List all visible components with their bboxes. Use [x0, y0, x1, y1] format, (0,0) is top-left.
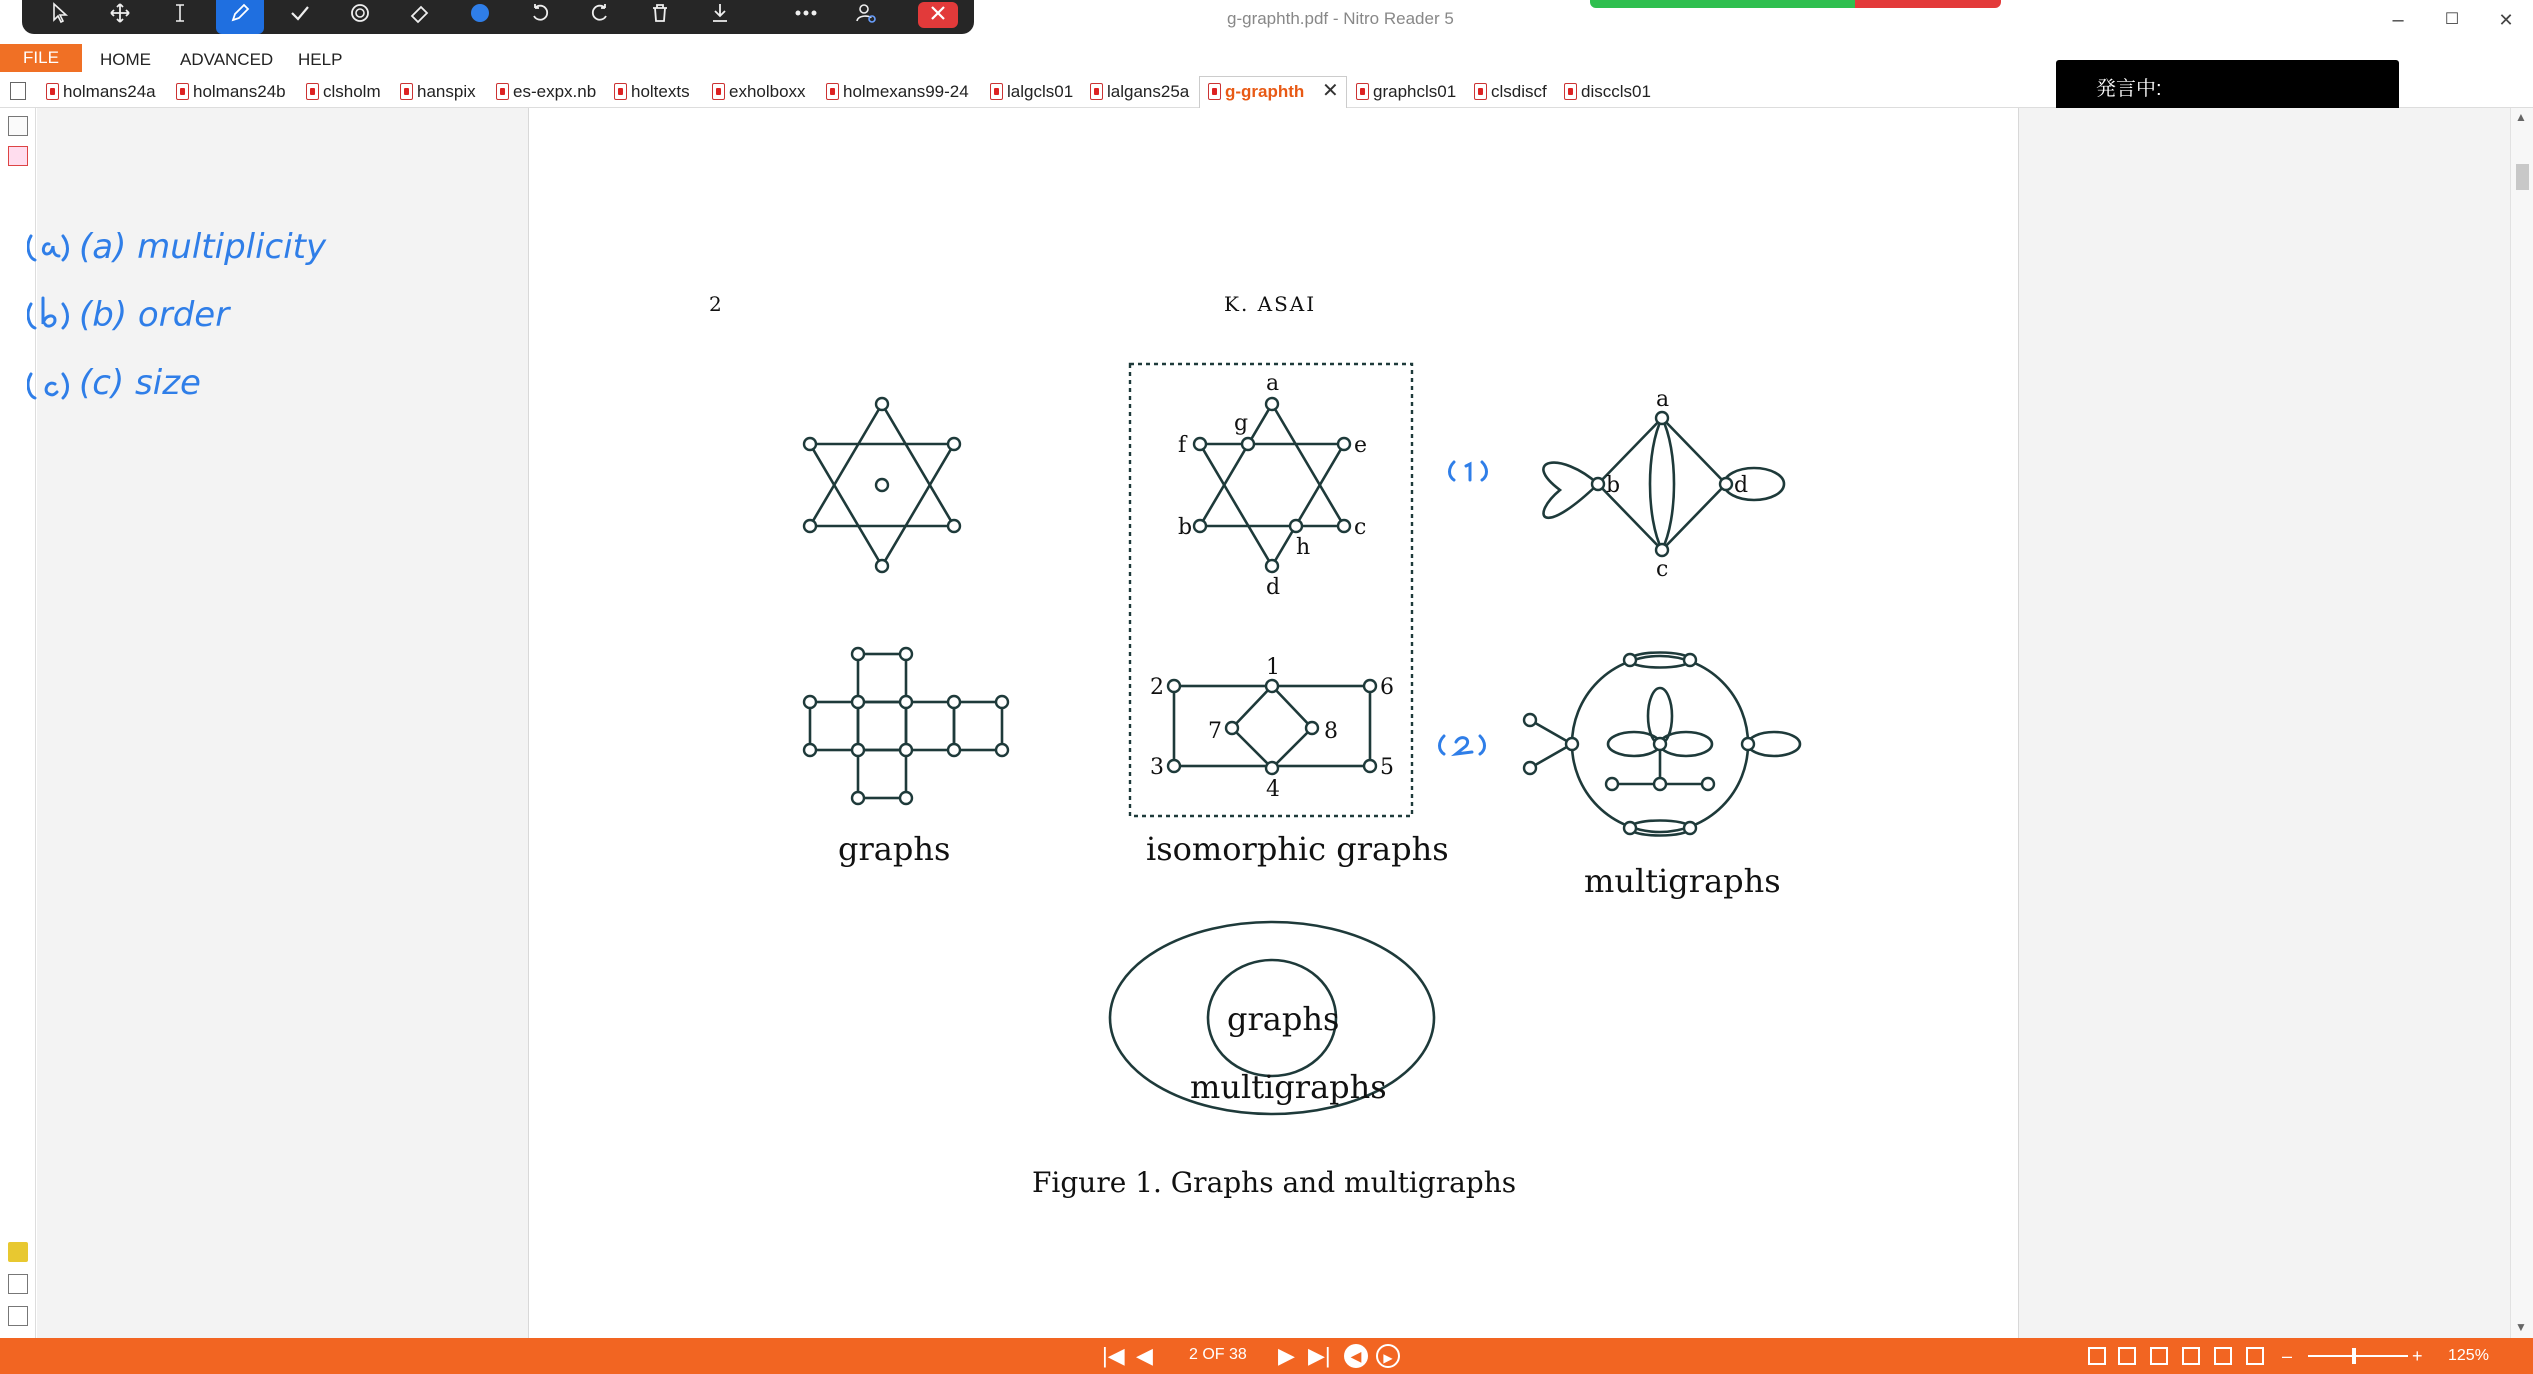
tab-es-expx[interactable]	[496, 80, 596, 104]
pdf-icon	[1090, 83, 1103, 100]
pdf-icon	[1564, 83, 1577, 100]
left-margin-pane	[37, 108, 529, 1338]
document-icon[interactable]	[10, 82, 26, 100]
annotation-text-a: (a) multiplicity	[79, 227, 327, 267]
fit-width-icon[interactable]	[2214, 1347, 2232, 1365]
figure-1	[780, 350, 1830, 1130]
forward-view-icon[interactable]: ▶	[1376, 1344, 1400, 1368]
minimize-button[interactable]: –	[2392, 9, 2404, 31]
speech-overlay	[2056, 60, 2399, 112]
menu-help[interactable]: HELP	[298, 50, 343, 69]
scroll-thumb[interactable]	[2516, 164, 2529, 190]
tab-holmexans99-24[interactable]	[826, 80, 969, 104]
select-icon[interactable]	[36, 0, 84, 34]
meeting-status-green	[1590, 0, 1855, 8]
tab-lalgcls01[interactable]	[990, 80, 1073, 104]
handwritten-annotations	[27, 188, 447, 488]
user-settings-icon[interactable]	[842, 0, 890, 34]
annotation-text-b: (b) order	[79, 295, 230, 335]
vertical-scrollbar[interactable]	[2510, 108, 2533, 1338]
pdf-icon	[712, 83, 725, 100]
meeting-status-red	[1855, 0, 2001, 8]
menu-file[interactable]: FILE	[0, 44, 82, 72]
pdf-icon	[306, 83, 319, 100]
pdf-icon	[1474, 83, 1487, 100]
trash-icon[interactable]	[636, 0, 684, 34]
maximize-button[interactable]: ☐	[2444, 11, 2460, 28]
label-7: 7	[1208, 719, 1222, 744]
graph-vertices	[804, 398, 1754, 834]
label-8: 8	[1324, 719, 1338, 744]
pages-panel-icon[interactable]	[8, 116, 28, 136]
tab-label: g-graphth	[1225, 82, 1305, 101]
label-g: g	[1234, 411, 1249, 436]
tab-graphcls01[interactable]	[1356, 80, 1456, 104]
zoom-out-icon[interactable]: –	[2282, 1346, 2293, 1366]
tab-g-graphth[interactable]	[1208, 80, 1304, 104]
page-number: 2	[709, 292, 722, 316]
pdf-icon	[496, 83, 509, 100]
label-e: e	[1354, 433, 1368, 458]
tab-label: es-expx.nb	[513, 82, 597, 101]
properties-icon[interactable]	[8, 1306, 28, 1326]
first-page-icon[interactable]: |◀	[1102, 1343, 1125, 1368]
tab-label: holmans24b	[193, 82, 286, 101]
pdf-icon	[614, 83, 627, 100]
tab-label: clsdiscf	[1491, 82, 1547, 101]
redo-icon[interactable]	[576, 0, 624, 34]
menu-home[interactable]: HOME	[100, 50, 151, 69]
window-title: g-graphth.pdf - Nitro Reader 5	[1227, 9, 1454, 28]
isomorphic-star-graph	[1200, 404, 1344, 566]
close-window-button[interactable]: ✕	[2498, 10, 2514, 30]
label-graphs: graphs	[838, 830, 951, 868]
pdf-icon	[826, 83, 839, 100]
tab-label: hanspix	[417, 82, 476, 101]
pen-icon[interactable]	[216, 0, 264, 34]
tab-clsdiscf[interactable]	[1474, 80, 1547, 104]
handwritten-numbering	[1440, 462, 1487, 754]
label-d: d	[1266, 575, 1281, 600]
pdf-icon	[990, 83, 1003, 100]
venn-outer-label: multigraphs	[1190, 1068, 1387, 1106]
isomorphic-rect-graph	[1174, 686, 1370, 768]
venn-inner-label: graphs	[1227, 1000, 1340, 1038]
last-page-icon[interactable]: ▶|	[1308, 1343, 1331, 1368]
pdf-icon	[400, 83, 413, 100]
tab-lalgans25a[interactable]	[1090, 80, 1189, 104]
text-cursor-icon[interactable]	[156, 0, 204, 34]
label-b: b	[1178, 515, 1193, 540]
tab-hanspix[interactable]	[400, 80, 476, 104]
label-c: c	[1354, 515, 1367, 540]
label-h: h	[1296, 535, 1311, 560]
label-multi-c: c	[1656, 557, 1669, 582]
cross-grid-graph	[810, 654, 1002, 798]
label-a: a	[1266, 371, 1280, 396]
pdf-icon	[1208, 83, 1221, 100]
color-dot-icon[interactable]	[456, 0, 504, 34]
two-page-continuous-icon[interactable]	[2182, 1347, 2200, 1365]
tab-close-icon[interactable]: ✕	[1322, 80, 1339, 102]
single-page-view-icon[interactable]	[2088, 1347, 2106, 1365]
pdf-icon	[46, 83, 59, 100]
label-6: 6	[1380, 675, 1394, 700]
tab-label: clsholm	[323, 82, 381, 101]
attachments-icon[interactable]	[8, 1274, 28, 1294]
label-5: 5	[1380, 755, 1394, 780]
running-header: K. ASAI	[1224, 292, 1317, 316]
previous-page-icon[interactable]: ◀	[1136, 1343, 1153, 1368]
page-indicator[interactable]: 2 OF 38	[1189, 1346, 1247, 1363]
tab-label: disccls01	[1581, 82, 1651, 101]
download-icon[interactable]	[696, 0, 744, 34]
tab-label: holmexans99-24	[843, 82, 969, 101]
menu-advanced[interactable]: ADVANCED	[180, 50, 274, 69]
tab-exholboxx[interactable]	[712, 80, 806, 104]
scroll-up-icon[interactable]: ▲	[2515, 110, 2527, 124]
undo-icon[interactable]	[516, 0, 564, 34]
tab-label: exholboxx	[729, 82, 806, 101]
tab-label: lalgans25a	[1107, 82, 1190, 101]
figure-caption: Figure 1. Graphs and multigraphs	[1032, 1166, 1517, 1199]
continuous-view-icon[interactable]	[2118, 1347, 2136, 1365]
label-multi-b: b	[1606, 473, 1621, 498]
check-icon[interactable]	[276, 0, 324, 34]
right-margin-pane	[2018, 108, 2510, 1338]
bookmark-panel-icon[interactable]	[8, 146, 28, 166]
pdf-icon	[176, 83, 189, 100]
tab-label: holtexts	[631, 82, 690, 101]
label-multi-d: d	[1734, 473, 1749, 498]
label-multigraphs: multigraphs	[1584, 862, 1781, 900]
tab-holmans24b[interactable]	[176, 80, 286, 104]
annotation-text-c: (c) size	[79, 363, 201, 403]
comment-icon[interactable]	[8, 1242, 28, 1262]
tab-label: holmans24a	[63, 82, 156, 101]
label-f: f	[1178, 433, 1187, 458]
lasso-icon[interactable]	[336, 0, 384, 34]
label-3: 3	[1150, 755, 1164, 780]
tab-holmans24a[interactable]	[46, 80, 156, 104]
close-icon[interactable]	[918, 2, 958, 28]
tab-clsholm[interactable]	[306, 80, 381, 104]
more-icon[interactable]	[782, 0, 830, 34]
label-1: 1	[1266, 655, 1280, 680]
tab-label: graphcls01	[1373, 82, 1457, 101]
tab-disccls01[interactable]	[1564, 80, 1651, 104]
label-isomorphic-graphs: isomorphic graphs	[1146, 830, 1449, 868]
zoom-level[interactable]: 125%	[2448, 1347, 2489, 1364]
label-2: 2	[1150, 675, 1164, 700]
zoom-in-icon[interactable]: +	[2412, 1346, 2423, 1366]
tab-holtexts[interactable]	[614, 80, 690, 104]
label-4: 4	[1266, 777, 1280, 802]
next-page-icon[interactable]: ▶	[1278, 1343, 1295, 1368]
ink-toolbar	[22, 0, 974, 34]
eraser-icon[interactable]	[396, 0, 444, 34]
status-bar	[0, 1338, 2533, 1374]
tab-label: lalgcls01	[1007, 82, 1074, 101]
move-icon[interactable]	[96, 0, 144, 34]
two-page-view-icon[interactable]	[2150, 1347, 2168, 1365]
zoom-slider[interactable]	[2308, 1355, 2408, 1357]
fullscreen-icon[interactable]	[2246, 1347, 2264, 1365]
speech-text: 発言中:	[2096, 78, 2162, 100]
label-multi-a: a	[1656, 387, 1670, 412]
back-view-icon[interactable]: ◀	[1344, 1344, 1368, 1368]
zoom-slider-thumb[interactable]	[2352, 1348, 2356, 1364]
scroll-down-icon[interactable]: ▼	[2515, 1320, 2527, 1334]
pdf-icon	[1356, 83, 1369, 100]
